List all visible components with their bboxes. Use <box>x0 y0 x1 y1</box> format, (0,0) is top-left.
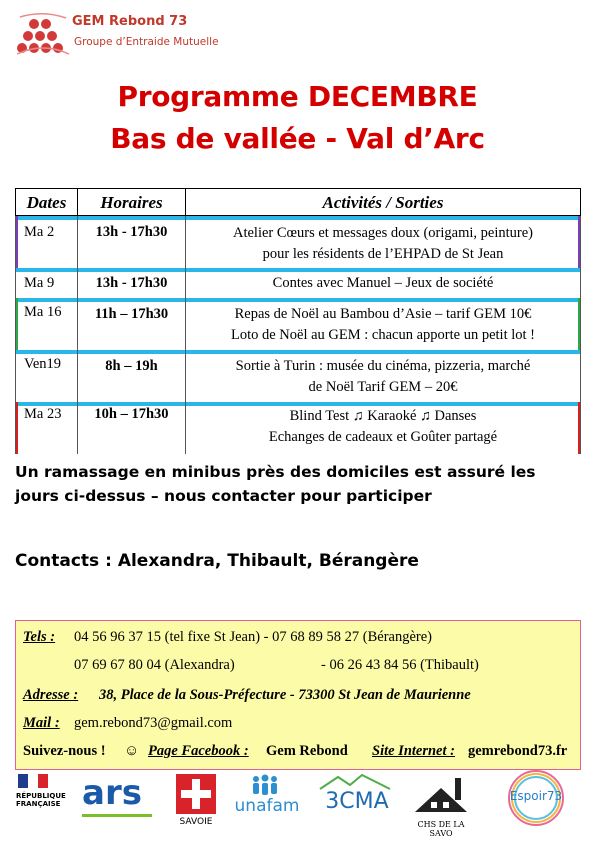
espoir73-logo <box>500 768 572 830</box>
espoir-label: Espoir73 <box>509 789 563 803</box>
activity-line: Atelier Cœurs et messages doux (origami, peinture) <box>233 225 533 241</box>
table-header <box>15 188 581 216</box>
people-icon <box>250 774 280 796</box>
republique-francaise-logo <box>16 774 76 828</box>
savoie-logo <box>168 774 224 834</box>
activity-line: Echanges de cadeaux et Goûter partagé <box>268 429 498 445</box>
chs-logo <box>408 774 474 836</box>
header-dates: Dates <box>15 188 77 216</box>
row-hours: 13h - 17h30 <box>95 224 168 240</box>
republique-label: RÉPUBLIQUE FRANÇAISE <box>16 792 66 808</box>
table-row <box>15 268 581 298</box>
activity-line: Repas de Noël au Bambou d’Asie – tarif GEM 10€ <box>234 306 532 322</box>
row-date: Ma 23 <box>24 406 62 422</box>
row-hours: 8h – 19h <box>105 358 158 374</box>
smile-icon: ☺ <box>124 743 140 759</box>
address: 38, Place de la Sous-Préfecture - 73300 St Jean de Maurienne <box>99 687 471 703</box>
ars-underline <box>82 814 152 817</box>
table-row <box>15 402 581 454</box>
mountain-icon <box>318 774 392 790</box>
ars-logo <box>82 774 154 826</box>
building-icon <box>411 774 471 814</box>
mail-label: Mail : <box>23 715 60 731</box>
header-horaires: Horaires <box>77 188 185 216</box>
table-row <box>15 350 581 402</box>
row-date: Ven19 <box>24 356 62 372</box>
org-name: GEM Rebond 73 <box>72 14 188 29</box>
savoie-label: SAVOIE <box>179 817 213 827</box>
row-date: Ma 16 <box>24 304 62 320</box>
pickup-note: Un ramassage en minibus près des domiciles est assuré les jours ci-dessus – nous contacter pour participer <box>15 463 536 505</box>
contacts-line: Contacts : Alexandra, Thibault, Bérangère <box>15 551 419 571</box>
phone-numbers-line2b: - 06 26 43 84 56 (Thibault) <box>321 657 479 673</box>
table-row <box>15 216 581 268</box>
activity-line: Loto de Noël au GEM : chacun apporte un petit lot ! <box>230 327 535 343</box>
facebook-label: Page Facebook : <box>148 743 249 759</box>
site-label: Site Internet : <box>372 743 455 759</box>
row-hours: 11h – 17h30 <box>94 306 169 322</box>
gem-logo <box>14 12 72 56</box>
activity-line: Blind Test ♫ Karaoké ♫ Danses <box>289 408 477 424</box>
mail-link[interactable]: gem.rebond73@gmail.com <box>74 715 233 731</box>
bcma-logo <box>318 774 396 830</box>
activity-line: Contes avec Manuel – Jeux de société <box>272 275 494 291</box>
follow-label: Suivez-nous ! <box>23 743 106 759</box>
activity-line: Sortie à Turin : musée du cinéma, pizzeria, marché <box>235 358 531 374</box>
org-tagline: Groupe d’Entraide Mutuelle <box>74 36 219 48</box>
page-title: Programme DECEMBRE <box>117 80 478 113</box>
flag-icon <box>18 774 48 788</box>
tels-label: Tels : <box>23 629 56 645</box>
unafam-logo <box>228 774 306 832</box>
row-hours: 10h – 17h30 <box>94 406 169 422</box>
phone-numbers-line1: 04 56 96 37 15 (tel fixe St Jean) - 07 68 89 58 27 (Bérangère) <box>74 629 432 645</box>
ars-label: ars <box>82 773 142 813</box>
address-label: Adresse : <box>23 687 79 703</box>
header-activites: Activités / Sorties <box>185 188 581 216</box>
page-subtitle: Bas de vallée - Val d’Arc <box>110 122 485 155</box>
unafam-label: unafam <box>234 796 300 816</box>
row-date: Ma 9 <box>24 275 55 291</box>
activity-line: de Noël Tarif GEM – 20€ <box>308 379 458 395</box>
savoie-cross-icon <box>176 774 216 814</box>
row-date: Ma 2 <box>24 224 55 240</box>
row-hours: 13h - 17h30 <box>95 275 168 291</box>
contact-box <box>15 620 581 770</box>
phone-numbers-line2a: 07 69 67 80 04 (Alexandra) <box>74 657 235 673</box>
bcma-label: 3CMA <box>325 789 389 814</box>
chs-label: CHS DE LA SAVO <box>417 820 465 838</box>
facebook-link[interactable]: Gem Rebond <box>266 743 348 759</box>
activity-line: pour les résidents de l’EHPAD de St Jean <box>262 246 504 262</box>
site-link[interactable]: gemrebond73.fr <box>468 743 568 759</box>
table-row <box>15 298 581 350</box>
